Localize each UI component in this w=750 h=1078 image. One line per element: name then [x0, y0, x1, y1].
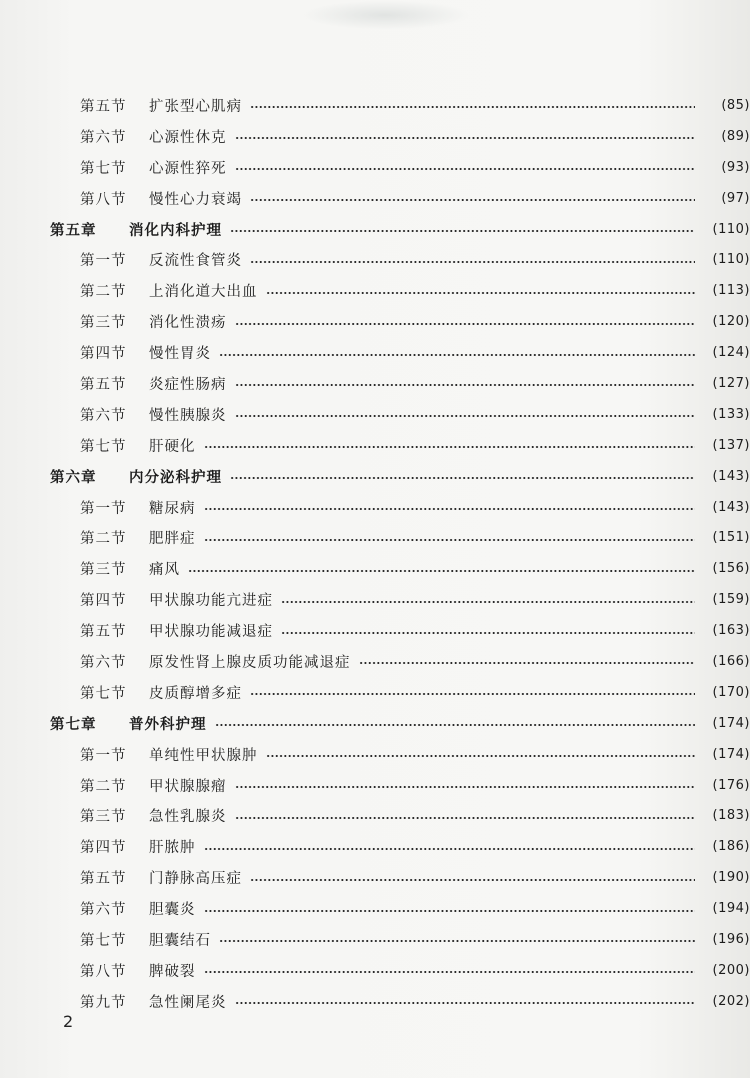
- section-title: 胆囊炎: [149, 902, 196, 919]
- toc-section-row: [0, 121, 750, 152]
- dot-leader: [235, 817, 696, 819]
- section-title: 甲状腺功能亢进症: [149, 593, 273, 610]
- toc-section-row: [0, 368, 750, 399]
- toc-section-row: [0, 831, 750, 862]
- section-number: 第三节: [80, 315, 127, 332]
- dot-leader: [235, 415, 696, 417]
- page-reference: (137): [712, 437, 750, 453]
- page-number: 2: [63, 1012, 74, 1031]
- section-number: 第一节: [80, 747, 127, 764]
- section-title: 单纯性甲状腺肿: [149, 747, 258, 764]
- dot-leader: [215, 724, 696, 726]
- toc-section-row: [0, 337, 750, 368]
- section-title: 肝硬化: [149, 438, 196, 455]
- toc-section-row: [0, 770, 750, 801]
- toc-section-row: [0, 677, 750, 708]
- dot-leader: [204, 508, 696, 510]
- dot-leader: [230, 477, 695, 479]
- dot-leader: [235, 323, 696, 325]
- dot-leader: [235, 1002, 696, 1004]
- page-reference: (120): [712, 314, 750, 330]
- section-number: 第二节: [80, 284, 127, 301]
- dot-leader: [219, 354, 695, 356]
- dot-leader: [204, 848, 696, 850]
- toc-section-row: [0, 399, 750, 430]
- section-title: 门静脉高压症: [149, 871, 242, 888]
- dot-leader: [188, 570, 695, 572]
- page-reference: (127): [712, 375, 750, 391]
- page-reference: (202): [712, 993, 750, 1009]
- toc-section-row: [0, 862, 750, 893]
- section-title: 扩张型心肌病: [149, 98, 242, 115]
- dot-leader: [219, 940, 695, 942]
- section-number: 第七节: [80, 685, 127, 702]
- section-title: 反流性食管炎: [149, 253, 242, 270]
- page-reference: (194): [712, 901, 750, 917]
- toc-section-row: [0, 615, 750, 646]
- toc-section-row: [0, 553, 750, 584]
- scan-shadow: [300, 0, 470, 30]
- page-reference: (89): [721, 128, 750, 144]
- toc-section-row: [0, 244, 750, 275]
- page-reference: (113): [712, 283, 750, 299]
- dot-leader: [281, 601, 695, 603]
- toc-section-row: [0, 739, 750, 770]
- section-title: 消化性溃疡: [149, 315, 227, 332]
- section-title: 急性乳腺炎: [149, 809, 227, 826]
- page-reference: (174): [712, 715, 750, 731]
- chapter-title: 消化内科护理: [129, 221, 222, 239]
- toc-section-row: [0, 584, 750, 615]
- section-number: 第八节: [80, 191, 127, 208]
- section-number: 第五节: [80, 376, 127, 393]
- dot-leader: [204, 971, 696, 973]
- dot-leader: [235, 168, 696, 170]
- section-number: 第六节: [80, 129, 127, 146]
- section-number: 第四节: [80, 593, 127, 610]
- page-reference: (110): [712, 221, 750, 237]
- section-title: 慢性胰腺炎: [149, 407, 227, 424]
- page-reference: (170): [712, 684, 750, 700]
- dot-leader: [281, 632, 695, 634]
- dot-leader: [204, 539, 696, 541]
- section-title: 急性阑尾炎: [149, 994, 227, 1011]
- dot-leader: [266, 755, 696, 757]
- page-reference: (163): [712, 623, 750, 639]
- table-of-contents: [0, 90, 750, 1017]
- dot-leader: [250, 106, 695, 108]
- toc-chapter-row: [0, 214, 750, 245]
- section-title: 甲状腺功能减退症: [149, 624, 273, 641]
- page-reference: (200): [712, 962, 750, 978]
- section-number: 第二节: [80, 531, 127, 548]
- section-number: 第六节: [80, 654, 127, 671]
- page-reference: (159): [712, 592, 750, 608]
- toc-chapter-row: [0, 708, 750, 739]
- section-number: 第五节: [80, 871, 127, 888]
- section-number: 第六节: [80, 407, 127, 424]
- toc-section-row: [0, 924, 750, 955]
- dot-leader: [250, 261, 695, 263]
- toc-section-row: [0, 430, 750, 461]
- page-reference: (93): [721, 159, 750, 175]
- section-title: 慢性胃炎: [149, 346, 211, 363]
- toc-section-row: [0, 492, 750, 523]
- page-reference: (183): [712, 808, 750, 824]
- dot-leader: [204, 446, 696, 448]
- page-reference: (166): [712, 653, 750, 669]
- section-number: 第八节: [80, 963, 127, 980]
- dot-leader: [235, 137, 696, 139]
- page-reference: (97): [721, 190, 750, 206]
- chapter-number: 第六章: [50, 468, 97, 486]
- section-number: 第七节: [80, 160, 127, 177]
- section-title: 肥胖症: [149, 531, 196, 548]
- toc-section-row: [0, 955, 750, 986]
- section-number: 第七节: [80, 438, 127, 455]
- page-reference: (196): [712, 931, 750, 947]
- toc-section-row: [0, 522, 750, 553]
- dot-leader: [230, 230, 695, 232]
- toc-section-row: [0, 893, 750, 924]
- section-title: 胆囊结石: [149, 932, 211, 949]
- toc-section-row: [0, 800, 750, 831]
- section-title: 皮质醇增多症: [149, 685, 242, 702]
- section-title: 脾破裂: [149, 963, 196, 980]
- section-title: 心源性休克: [149, 129, 227, 146]
- chapter-title: 普外科护理: [129, 715, 207, 733]
- section-title: 糖尿病: [149, 500, 196, 517]
- page-reference: (186): [712, 839, 750, 855]
- dot-leader: [250, 199, 695, 201]
- section-number: 第四节: [80, 840, 127, 857]
- section-number: 第一节: [80, 500, 127, 517]
- section-number: 第六节: [80, 902, 127, 919]
- page-reference: (143): [712, 468, 750, 484]
- page-reference: (85): [721, 97, 750, 113]
- section-number: 第三节: [80, 809, 127, 826]
- section-number: 第五节: [80, 624, 127, 641]
- toc-section-row: [0, 183, 750, 214]
- page-reference: (190): [712, 870, 750, 886]
- dot-leader: [359, 662, 696, 664]
- section-number: 第五节: [80, 98, 127, 115]
- section-number: 第九节: [80, 994, 127, 1011]
- dot-leader: [235, 786, 696, 788]
- toc-section-row: [0, 986, 750, 1017]
- dot-leader: [250, 693, 695, 695]
- section-title: 上消化道大出血: [149, 284, 258, 301]
- section-number: 第一节: [80, 253, 127, 270]
- section-title: 炎症性肠病: [149, 376, 227, 393]
- section-title: 痛风: [149, 562, 180, 579]
- chapter-number: 第五章: [50, 221, 97, 239]
- page-reference: (143): [712, 499, 750, 515]
- dot-leader: [235, 384, 696, 386]
- page-reference: (133): [712, 406, 750, 422]
- page-reference: (124): [712, 345, 750, 361]
- chapter-title: 内分泌科护理: [129, 468, 222, 486]
- section-title: 慢性心力衰竭: [149, 191, 242, 208]
- section-title: 甲状腺腺瘤: [149, 778, 227, 795]
- toc-section-row: [0, 90, 750, 121]
- toc-section-row: [0, 646, 750, 677]
- toc-section-row: [0, 152, 750, 183]
- toc-chapter-row: [0, 461, 750, 492]
- dot-leader: [204, 910, 696, 912]
- section-title: 肝脓肿: [149, 840, 196, 857]
- chapter-number: 第七章: [50, 715, 97, 733]
- page-reference: (151): [712, 530, 750, 546]
- page-reference: (110): [712, 252, 750, 268]
- section-number: 第三节: [80, 562, 127, 579]
- section-number: 第七节: [80, 932, 127, 949]
- section-number: 第二节: [80, 778, 127, 795]
- toc-section-row: [0, 306, 750, 337]
- toc-section-row: [0, 275, 750, 306]
- section-title: 心源性猝死: [149, 160, 227, 177]
- dot-leader: [250, 879, 695, 881]
- section-number: 第四节: [80, 346, 127, 363]
- page-reference: (176): [712, 777, 750, 793]
- section-title: 原发性肾上腺皮质功能减退症: [149, 654, 351, 671]
- dot-leader: [266, 292, 696, 294]
- page-reference: (174): [712, 746, 750, 762]
- page-reference: (156): [712, 561, 750, 577]
